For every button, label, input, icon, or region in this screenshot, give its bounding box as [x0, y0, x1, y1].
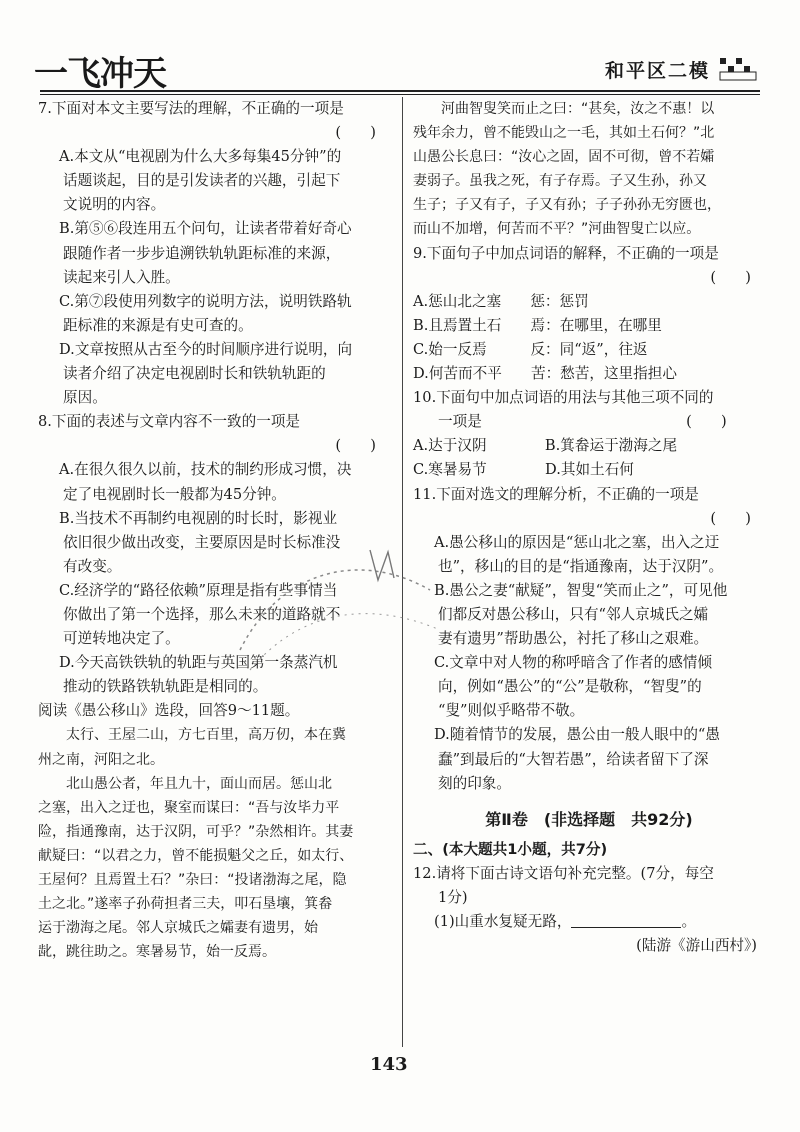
- header-rule: [40, 90, 760, 92]
- left-lines-text-line: 跟随作者一步步追溯铁轨轨距标准的来源，: [63, 244, 341, 262]
- left-lines-text-line: 原因。: [63, 389, 107, 407]
- right-lines-text-line: 9.下面句子中加点词语的解释，不正确的一项是: [413, 244, 719, 262]
- brand-logo: 一飞冲天: [34, 54, 166, 94]
- right-column-lines: [413, 97, 765, 796]
- left-lines-text-line: 龀，跳往助之。寒暑易节，始一反焉。: [38, 944, 276, 961]
- right-lines-text-line: “叟”则似乎略带不敬。: [438, 702, 585, 720]
- left-lines-text-line: ( ): [335, 437, 376, 455]
- part-ii-title: 第Ⅱ卷 (非选择题 共92分): [485, 809, 693, 829]
- left-lines-text-line: B.当技术不再制约电视剧的时长时，影视业: [59, 509, 338, 527]
- left-lines-text-line: 险，指通豫南，达于汉阴，可乎？”杂然相许。其妻: [38, 823, 354, 840]
- left-lines-text-line: 文说明的内容。: [63, 196, 166, 214]
- left-lines-text-line: A.本文从“电视剧为什么大多每集45分钟”的: [59, 148, 342, 166]
- left-lines-text-line: 距标准的来源是有史可查的。: [63, 316, 253, 334]
- right-lines-text-line: 山愚公长息曰：“汝心之固，固不可彻，曾不若孀: [413, 149, 715, 166]
- section-two-title: 二、(本大题共1小题，共7分): [413, 840, 608, 858]
- page-number: 143: [370, 1054, 408, 1075]
- right-lines-text-line: ( ): [710, 509, 751, 527]
- exam-region-label: 和平区二模: [604, 60, 710, 82]
- left-lines-text-line: 王屋何？且焉置土石？”杂曰：“投诸渤海之尾，隐: [38, 872, 347, 888]
- right-lines-text-line: 也”，移山的目的是“指通豫南，达于汉阴”。: [438, 557, 724, 575]
- header-rule-thin: [40, 94, 760, 95]
- right-lines-text-line: D.何苦而不平 苦：愁苦，这里指担心: [413, 365, 677, 383]
- right-lines-text-line: 11.下面对选文的理解分析，不正确的一项是: [413, 485, 699, 503]
- question-12-item1: [413, 910, 765, 934]
- right-lines-text-line: 蠢”到最后的“大智若愚”，给读者留下了深: [438, 750, 709, 768]
- left-lines-text-line: 阅读《愚公移山》选段，回答9～11题。: [38, 702, 300, 720]
- left-lines-text-line: 7.下面对本文主要写法的理解，不正确的一项是: [38, 100, 344, 117]
- left-lines-text-line: D.今天高铁铁轨的轨距与英国第一条蒸汽机: [59, 654, 338, 672]
- right-lines-text-line: C.寒暑易节 D.其如土石何: [413, 461, 634, 479]
- left-lines-text-line: 推动的铁路铁轨轨距是相同的。: [63, 678, 268, 696]
- right-lines-text-line: ( ): [710, 268, 751, 286]
- left-lines-text-line: 你做出了第一个选择，那么未来的道路就不: [63, 605, 341, 623]
- right-lines-text-line: 河曲智叟笑而止之曰：“甚矣，汝之不惠！以: [441, 101, 715, 117]
- left-lines-text-line: 太行、王屋二山，方七百里，高万仞，本在冀: [66, 727, 346, 744]
- right-lines-text-line: 妻弱子。虽我之死，有子存焉。子又生孙，孙又: [413, 173, 707, 190]
- left-lines-text-line: 运于渤海之尾。邻人京城氏之孀妻有遗男，始: [38, 920, 318, 937]
- right-lines-text-line: C.始一反焉 反：同“返”，往返: [413, 340, 648, 358]
- left-lines-text-line: C.经济学的“路径依赖”原理是指有些事情当: [59, 581, 338, 599]
- right-lines-text-line: D.随着情节的发展，愚公由一般人眼中的“愚: [434, 726, 720, 744]
- right-lines-text-line: B.愚公之妻“献疑”，智叟“笑而止之”，可见他: [434, 581, 728, 599]
- right-lines-text-line: 向，例如“愚公”的“公”是敬称，“智叟”的: [438, 678, 702, 696]
- source-citation: (陆游《游山西村》): [636, 937, 757, 955]
- left-lines-text-line: 读起来引人入胜。: [63, 268, 180, 286]
- answer-blank[interactable]: [571, 912, 681, 928]
- right-lines-text-line: 10.下面句中加点词语的用法与其他三项不同的: [413, 389, 714, 407]
- left-lines-text-line: A.在很久很久以前，技术的制约形成习惯，决: [59, 461, 352, 479]
- left-lines-text-line: C.第⑦段使用列数字的说明方法，说明铁路轨: [59, 292, 352, 310]
- left-lines-text-line: B.第⑤⑥段连用五个问句，让读者带着好奇心: [59, 220, 352, 238]
- left-lines-text-line: ( ): [335, 124, 376, 142]
- page-header: [20, 40, 780, 94]
- question-12-line1: 12.请将下面古诗文语句补充完整。(7分，每空: [413, 864, 714, 882]
- left-lines-text-line: 土之北。”遂率子孙荷担者三夫，叩石垦壤，箕畚: [38, 896, 333, 913]
- question-12-line2: 1分): [438, 889, 468, 906]
- right-lines-text-line: 刻的印象。: [438, 774, 511, 792]
- left-lines-text-line: 献疑曰：“以君之力，曾不能损魁父之丘，如太行、: [38, 847, 354, 864]
- right-lines-text-line: A.愚公移山的原因是“惩山北之塞，出入之迂: [434, 533, 720, 551]
- right-lines-text-line: 们都反对愚公移山，只有“邻人京城氏之孀: [438, 605, 709, 623]
- left-lines-text-line: 定了电视剧时长一般都为45分钟。: [63, 485, 286, 503]
- right-lines-text-line: A.惩山北之塞 惩：惩罚: [413, 292, 589, 310]
- left-lines-text-line: 州之南，河阳之北。: [38, 751, 164, 768]
- left-lines-text-line: 读者介绍了决定电视剧时长和铁轨轨距的: [63, 365, 326, 383]
- left-lines-text-line: 8.下面的表述与文章内容不一致的一项是: [38, 413, 301, 431]
- left-lines-text-line: 可逆转地决定了。: [63, 630, 180, 648]
- right-column: [413, 97, 765, 958]
- left-lines-text-line: 之塞，出入之迂也，聚室而谋曰：“吾与汝毕力平: [38, 799, 340, 816]
- corner-ornament-icon: [718, 52, 758, 82]
- left-lines-text-line: 有改变。: [63, 557, 122, 575]
- left-lines-text-line: 话题谈起，目的是引发读者的兴趣，引起下: [63, 172, 341, 190]
- left-lines-text-line: D.文章按照从古至今的时间顺序进行说明，向: [59, 340, 353, 358]
- right-lines-text-line: C.文章中对人物的称呼暗含了作者的感情倾: [434, 654, 712, 672]
- right-lines-text-line: 一项是 ( ): [438, 413, 727, 431]
- left-lines-text-line: 北山愚公者，年且九十，面山而居。惩山北: [66, 775, 332, 792]
- question-12-item1-end: 。: [681, 913, 697, 931]
- right-lines-text-line: 而山不加增，何苦而不平？”河曲智叟亡以应。: [413, 221, 701, 238]
- question-12-item1-text: (1)山重水复疑无路，: [434, 913, 572, 931]
- right-lines-text-line: B.且焉置土石 焉：在哪里，在哪里: [413, 316, 662, 334]
- right-lines-text-line: 生子；子又有子，子又有孙；子子孙孙无穷匮也，: [413, 197, 721, 214]
- right-lines-text-line: 残年余力，曾不能毁山之一毛，其如土石何？”北: [413, 125, 715, 142]
- left-lines-text-line: 依旧很少做出改变，主要原因是时长标准没: [63, 533, 341, 551]
- watermark-stamp: [220, 530, 450, 690]
- right-lines-text-line: 妻有遗男”帮助愚公，衬托了移山之艰难。: [438, 630, 709, 648]
- right-lines-text-line: A.达于汉阴 B.箕畚运于渤海之尾: [413, 437, 678, 455]
